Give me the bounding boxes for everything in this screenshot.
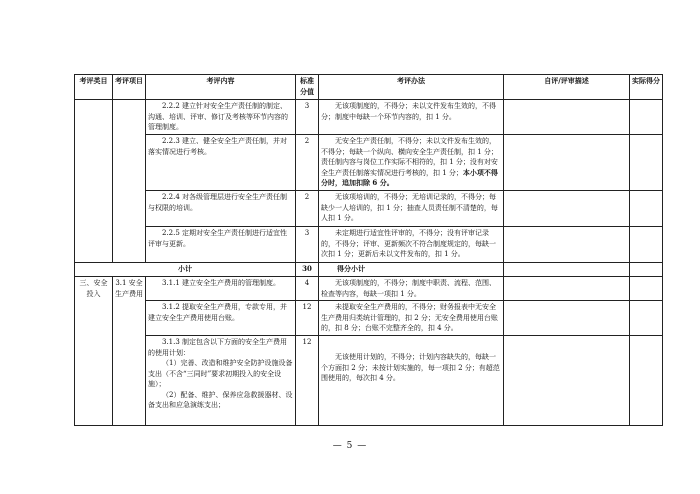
actual-score-cell[interactable]	[630, 191, 663, 227]
table-row	[75, 301, 663, 336]
actual-score-cell[interactable]	[630, 135, 663, 191]
score-cell: 2	[296, 191, 319, 227]
method-cell: 未提取安全生产费用的，不得分；财务报表中无安全生产费用归类统计管理的，扣 2 分；无安全费用使用台账的，扣 8 分；台账不完整齐全的，扣 4 分。	[319, 301, 504, 336]
header-description: 自评/评审描述	[504, 75, 630, 100]
category-cell-safety-investment: 三、安全投入	[75, 277, 113, 426]
table-row	[75, 336, 663, 426]
page-number: — 5 —	[332, 441, 368, 451]
score-cell: 3	[296, 227, 319, 263]
description-cell[interactable]	[504, 100, 630, 135]
header-category: 考评类目	[75, 75, 113, 100]
content-sub-2: （2）配备、维护、保养应急救援器材、设备支出和应急演练支出；	[148, 390, 293, 409]
content-main: 3.1.3 制定包含以下方面的安全生产费用的使用计划：	[148, 338, 288, 357]
score-cell: 12	[296, 301, 319, 336]
subtotal-row	[75, 263, 663, 277]
header-item: 考评项目	[113, 75, 146, 100]
content-cell: 3.1.1 建立安全生产费用的管理制度。	[146, 277, 296, 301]
method-cell: 未定期进行适宜性评审的，不得分；没有评审记录的，不得分；评审、更新频次不符合制度规定的，每缺一次扣 1 分；更新后未以文件发布的，扣 1 分。	[319, 227, 504, 263]
content-cell	[146, 336, 296, 426]
description-cell[interactable]	[504, 135, 630, 191]
actual-score-cell[interactable]	[630, 100, 663, 135]
item-cell	[113, 100, 146, 263]
subtotal-actual[interactable]	[630, 263, 663, 277]
actual-score-cell[interactable]	[630, 336, 663, 426]
content-cell: 3.1.2 提取安全生产费用，专款专用，并建立安全生产费用使用台账。	[146, 301, 296, 336]
method-cell: 无该使用计划的，不得分；计划内容缺失的，每缺一个方面扣 2 分；未按计划实施的，每一项扣 2 分；有超范围使用的，每次扣 4 分。	[319, 336, 504, 426]
header-content: 考评内容	[146, 75, 296, 100]
category-cell	[75, 100, 113, 263]
description-cell[interactable]	[504, 301, 630, 336]
method-text: 无安全生产责任制，不得分；未以文件发布生效的，不得分；每缺一个纵向、横向安全生产责任制，扣 1 分；责任制内容与岗位工作实际不相符的，扣 1 分；没有对安全生产责任制落实情况进行考核的，扣 1 分；	[321, 137, 498, 177]
content-sub-1: （1）完善、改造和维护安全防护设施设备支出（不含“三同时”要求初期投入的安全设施）；	[148, 359, 293, 388]
table-row	[75, 277, 663, 301]
table-row	[75, 100, 663, 135]
score-cell: 12	[296, 336, 319, 426]
header-score: 标准分值	[296, 75, 319, 100]
subtotal-description[interactable]	[504, 263, 630, 277]
table-header-row	[75, 75, 663, 100]
content-cell: 2.2.4 对各级管理层进行安全生产责任制与权限的培训。	[146, 191, 296, 227]
content-cell: 2.2.2 建立针对安全生产责任制的制定、沟通、培训、评审、修订及考核等环节内容的管理制度。	[146, 100, 296, 135]
content-cell: 2.2.5 定期对安全生产责任制进行适宜性评审与更新。	[146, 227, 296, 263]
method-cell	[319, 135, 504, 191]
header-method: 考评办法	[319, 75, 504, 100]
table-row	[75, 135, 663, 191]
description-cell[interactable]	[504, 336, 630, 426]
description-cell[interactable]	[504, 191, 630, 227]
method-cell: 无该项制度的，不得分；制度中职责、流程、范围、检查等内容，每缺一项扣 1 分。	[319, 277, 504, 301]
description-cell[interactable]	[504, 227, 630, 263]
score-cell: 2	[296, 135, 319, 191]
score-cell: 4	[296, 277, 319, 301]
content-cell: 2.2.3 建立、健全安全生产责任制，并对落实情况进行考核。	[146, 135, 296, 191]
subtotal-score: 30	[296, 263, 319, 277]
actual-score-cell[interactable]	[630, 227, 663, 263]
item-cell-safety-funds: 3.1 安全生产费用	[113, 277, 146, 426]
table-row	[75, 227, 663, 263]
method-cell: 无该项培训的，不得分；无培训记录的，不得分；每缺少一人培训的，扣 1 分；抽查人员责任制不清楚的，每人扣 1 分。	[319, 191, 504, 227]
score-cell: 3	[296, 100, 319, 135]
method-cell: 无该项制度的，不得分；未以文件发布生效的，不得分；制度中每缺一个环节内容的，扣 1 分。	[319, 100, 504, 135]
subtotal-label: 小计	[75, 263, 296, 277]
subtotal-method: 得分小计	[319, 263, 504, 277]
method-bold-note: 本小项不得分时，追加扣除 6 分。	[321, 167, 498, 187]
table-row	[75, 191, 663, 227]
evaluation-table	[74, 74, 663, 426]
description-cell[interactable]	[504, 277, 630, 301]
actual-score-cell[interactable]	[630, 301, 663, 336]
header-actual-score: 实际得分	[630, 75, 663, 100]
actual-score-cell[interactable]	[630, 277, 663, 301]
